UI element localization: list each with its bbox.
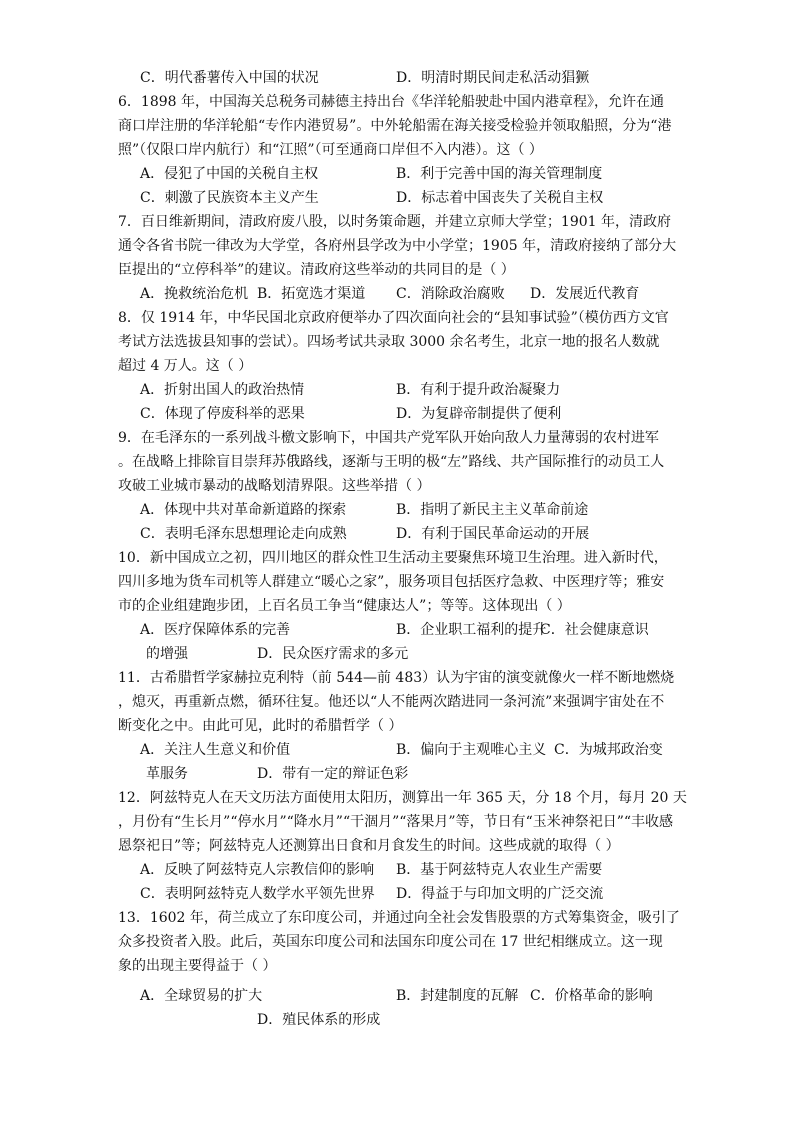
- q12-option-c[interactable]: C．表明阿兹特克人数学水平领先世界: [140, 886, 375, 902]
- q11-stem-line-3: 断变化之中。由此可见，此时的希腊哲学（ ）: [118, 718, 403, 734]
- q12-stem-line-2: ，月份有“生长月”“停水月”“降水月”“干涸月”“落果月”等，节日有“玉米神祭祀日”“丰收感: [118, 814, 674, 830]
- q5-option-d[interactable]: D．明清时期民间走私活动猖獗: [396, 70, 590, 86]
- q10-option-c[interactable]: C．社会健康意识: [540, 622, 649, 638]
- q6-option-b[interactable]: B．利于完善中国的海关管理制度: [396, 166, 603, 182]
- q8-stem-line-3: 超过 4 万人。这（ ）: [118, 358, 253, 374]
- q11-stem-line-1: 11．古希腊哲学家赫拉克利特（前 544—前 483）认为宇宙的演变就像火一样不断地燃烧: [118, 670, 675, 686]
- q7-option-b[interactable]: B．拓宽选才渠道: [257, 286, 366, 302]
- q6-option-a[interactable]: A．侵犯了中国的关税自主权: [140, 166, 319, 182]
- q10-option-d[interactable]: D．民众医疗需求的多元: [257, 646, 409, 662]
- q11-option-d[interactable]: D．带有一定的辩证色彩: [257, 766, 409, 782]
- q9-stem-line-3: 攻破工业城市暴动的战略划清界限。这些举措（ ）: [118, 478, 431, 494]
- q11-option-b[interactable]: B．偏向于主观唯心主义: [396, 742, 547, 758]
- q9-option-b[interactable]: B．指明了新民主主义革命前途: [396, 502, 589, 518]
- q13-stem-line-3: 象的出现主要得益于（ ）: [118, 958, 277, 974]
- q10-option-c-continued[interactable]: 的增强: [146, 646, 188, 662]
- q10-stem-line-1: 10．新中国成立之初，四川地区的群众性卫生活动主要聚焦环境卫生治理。进入新时代，: [118, 550, 668, 566]
- q12-stem-line-1: 12．阿兹特克人在天文历法方面使用太阳历，测算出一年 365 天，分 18 个月，每月 20 天: [118, 790, 687, 806]
- q8-option-b[interactable]: B．有利于提升政治凝聚力: [396, 382, 561, 398]
- q11-option-c[interactable]: C．为城邦政治变: [554, 742, 663, 758]
- q5-option-c[interactable]: C．明代番薯传入中国的状况: [140, 70, 319, 86]
- q9-option-a[interactable]: A．体现中共对革命新道路的探索: [140, 502, 347, 518]
- q13-stem-line-1: 13．1602 年，荷兰成立了东印度公司，并通过向全社会发售股票的方式筹集资金，吸引了: [118, 910, 680, 926]
- q10-option-a[interactable]: A．医疗保障体系的完善: [140, 622, 291, 638]
- q8-stem-line-2: 考试方法选拔县知事的尝试）。四场考试共录取 3000 余名考生，北京一地的报名人数就: [118, 334, 660, 350]
- q13-option-b[interactable]: B．封建制度的瓦解: [396, 988, 519, 1004]
- q11-stem-line-2: ，熄灭，再重新点燃，循环往复。他还以“人不能两次踏进同一条河流”来强调宇宙处在不: [118, 694, 665, 710]
- q9-stem-line-2: 。在战略上排除盲目崇拜苏俄路线，逐渐与王明的极“左”路线、共产国际推行的动员工人: [118, 454, 665, 470]
- q12-stem-line-3: 恩祭祀日”等；阿兹特克人还测算出日食和月食发生的时间。这些成就的取得（ ）: [118, 838, 620, 854]
- q10-option-b[interactable]: B．企业职工福利的提升: [396, 622, 547, 638]
- q13-option-d[interactable]: D．殖民体系的形成: [257, 1012, 381, 1028]
- q11-option-c-continued[interactable]: 革服务: [146, 766, 188, 782]
- q7-option-a[interactable]: A．挽救统治危机: [140, 286, 249, 302]
- q7-option-c[interactable]: C．消除政治腐败: [396, 286, 505, 302]
- q10-stem-line-3: 市的企业组建跑步团，上百名员工争当“健康达人”；等等。这体现出（ ）: [118, 598, 571, 614]
- q8-option-c[interactable]: C．体现了停废科举的恶果: [140, 406, 305, 422]
- q12-option-d[interactable]: D．得益于与印加文明的广泛交流: [396, 886, 604, 902]
- q7-stem-line-2: 通令各省书院一律改为大学堂，各府州县学改为中小学堂；1905 年，清政府接纳了部分大: [118, 238, 677, 254]
- q7-option-d[interactable]: D．发展近代教育: [530, 286, 640, 302]
- q9-stem-line-1: 9．在毛泽东的一系列战斗檄文影响下，中国共产党军队开始向敌人力量薄弱的农村进军: [118, 430, 659, 446]
- q8-option-d[interactable]: D．为复辟帝制提供了便利: [396, 406, 562, 422]
- q6-option-c[interactable]: C．刺激了民族资本主义产生: [140, 190, 319, 206]
- q12-option-a[interactable]: A．反映了阿兹特克人宗教信仰的影响: [140, 862, 375, 878]
- q10-stem-line-2: 四川多地为货车司机等人群建立“暖心之家”，服务项目包括医疗急救、中医理疗等；雅安: [118, 574, 665, 590]
- q13-option-a[interactable]: A．全球贸易的扩大: [140, 988, 263, 1004]
- q11-option-a[interactable]: A．关注人生意义和价值: [140, 742, 291, 758]
- q12-option-b[interactable]: B．基于阿兹特克人农业生产需要: [396, 862, 603, 878]
- q8-stem-line-1: 8．仅 1914 年，中华民国北京政府便举办了四次面向社会的“县知事试验”（模仿西方文官: [118, 310, 669, 326]
- q13-option-c[interactable]: C．价格革命的影响: [530, 988, 653, 1004]
- q7-stem-line-1: 7．百日维新期间，清政府废八股，以时务策命题，并建立京师大学堂；1901 年，清政府: [118, 214, 671, 230]
- q8-option-a[interactable]: A．折射出国人的政治热情: [140, 382, 305, 398]
- q6-stem-line-2: 商口岸注册的华洋轮船“专作内港贸易”。中外轮船需在海关接受检验并领取船照，分为“港: [118, 118, 672, 134]
- q9-option-d[interactable]: D．有利于国民革命运动的开展: [396, 526, 590, 542]
- q13-stem-line-2: 众多投资者入股。此后，英国东印度公司和法国东印度公司在 17 世纪相继成立。这一现: [118, 934, 663, 950]
- q6-option-d[interactable]: D．标志着中国丧失了关税自主权: [396, 190, 604, 206]
- q6-stem-line-3: 照”（仅限口岸内航行）和“江照”（可至通商口岸但不入内港）。这（ ）: [118, 142, 543, 158]
- q9-option-c[interactable]: C．表明毛泽东思想理论走向成熟: [140, 526, 347, 542]
- q6-stem-line-1: 6．1898 年，中国海关总税务司赫德主持出台《华洋轮船驶赴中国内港章程》，允许在通: [118, 94, 664, 110]
- q7-stem-line-3: 臣提出的“立停科举”的建议。清政府这些举动的共同目的是（ ）: [118, 262, 515, 278]
